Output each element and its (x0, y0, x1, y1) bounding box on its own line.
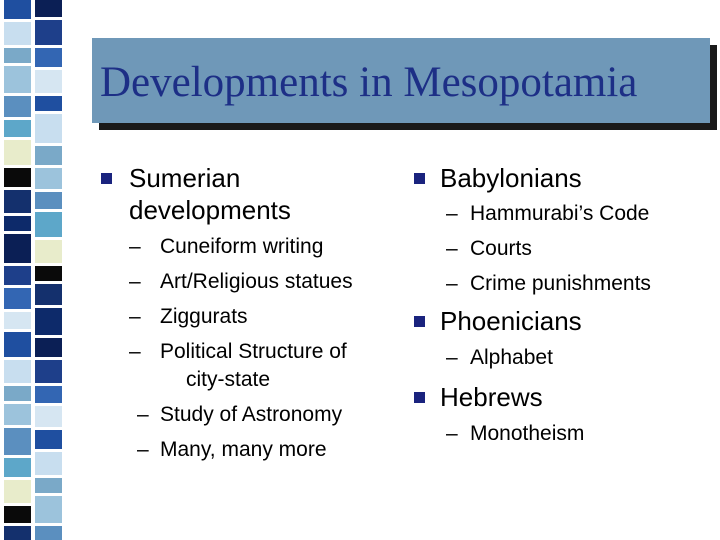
stripe-block (4, 66, 31, 93)
stripe-block (35, 0, 62, 17)
stripe-block (35, 496, 62, 523)
babylonians-heading: Babylonians (440, 163, 582, 193)
dash-marker: – (446, 272, 458, 295)
babylonians-item-code: Hammurabi’s Code (470, 202, 650, 225)
dash-marker: – (137, 438, 149, 461)
slide-title: Developments in Mesopotamia (100, 59, 638, 106)
stripe-block (4, 526, 31, 540)
stripe-block (4, 216, 31, 231)
stripe-block (35, 70, 62, 93)
stripe-block (4, 312, 31, 329)
left-item-ziggurats: Ziggurats (160, 305, 248, 328)
stripe-block (35, 386, 62, 403)
stripe-block (4, 480, 31, 503)
stripe-block (4, 386, 31, 401)
stripe-block (4, 96, 31, 117)
stripe-block (4, 168, 31, 187)
stripe-block (35, 240, 62, 263)
stripe-block (4, 332, 31, 357)
stripe-block (35, 212, 62, 237)
left-item-political: Political Structure of (160, 340, 347, 363)
stripe-block (4, 288, 31, 309)
dash-marker: – (446, 202, 458, 225)
stripe-block (4, 120, 31, 137)
stripe-block (4, 190, 31, 213)
dash-marker: – (129, 270, 141, 293)
left-item-astronomy: Study of Astronomy (160, 403, 343, 426)
stripe-block (4, 140, 31, 165)
stripe-block (4, 0, 31, 19)
stripe-block (35, 168, 62, 189)
dash-marker: – (129, 235, 141, 258)
left-item-art: Art/Religious statues (160, 270, 353, 293)
dash-marker: – (446, 422, 458, 445)
dash-marker: – (129, 305, 141, 328)
left-item-cuneiform: Cuneiform writing (160, 235, 324, 258)
phoenicians-heading: Phoenicians (440, 306, 582, 336)
hebrews-heading: Hebrews (440, 382, 543, 412)
decorative-stripe (0, 0, 66, 540)
stripe-block (35, 478, 62, 493)
bullet-square-icon (101, 173, 112, 184)
stripe-block (35, 20, 62, 45)
stripe-block (4, 22, 31, 45)
stripe-block (35, 114, 62, 143)
bullet-square-icon (414, 173, 425, 184)
stripe-block (35, 452, 62, 475)
stripe-block (35, 266, 62, 281)
stripe-block (35, 360, 62, 383)
babylonians-item-courts: Courts (470, 237, 532, 260)
left-item-political-cont: city-state (186, 368, 271, 391)
phoenicians-item-alphabet: Alphabet (470, 346, 553, 369)
stripe-block (35, 406, 62, 427)
left-heading-line2: developments (129, 195, 291, 225)
stripe-block (4, 360, 31, 383)
stripe-block (4, 458, 31, 477)
dash-marker: – (129, 340, 141, 363)
stripe-block (35, 146, 62, 165)
stripe-block (35, 526, 62, 540)
stripe-block (4, 506, 31, 523)
dash-marker: – (446, 346, 458, 369)
hebrews-item-monotheism: Monotheism (470, 422, 585, 445)
stripe-block (35, 308, 62, 335)
stripe-block (4, 428, 31, 455)
babylonians-item-crime: Crime punishments (470, 272, 651, 295)
stripe-block (35, 338, 62, 357)
stripe-block (4, 404, 31, 425)
bullet-square-icon (414, 392, 425, 403)
stripe-block (35, 48, 62, 67)
stripe-block (4, 234, 31, 263)
left-heading-line1: Sumerian (129, 163, 241, 193)
stripe-block (35, 430, 62, 449)
left-item-many: Many, many more (160, 438, 327, 461)
stripe-block (35, 284, 62, 305)
dash-marker: – (137, 403, 149, 426)
dash-marker: – (446, 237, 458, 260)
stripe-block (4, 48, 31, 63)
bullet-square-icon (414, 316, 425, 327)
stripe-block (35, 96, 62, 111)
stripe-block (4, 266, 31, 285)
stripe-block (35, 192, 62, 209)
